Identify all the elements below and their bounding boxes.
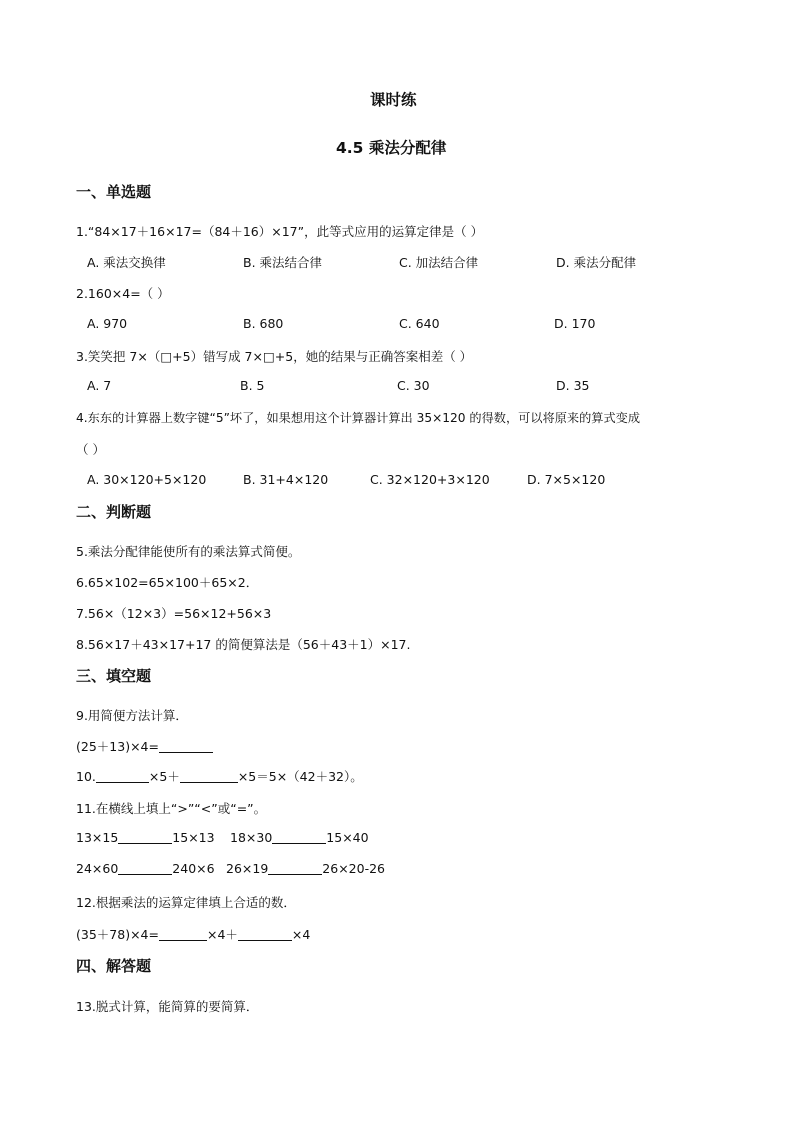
question-1-option-c: C. 加法结合律 <box>399 255 479 270</box>
section-heading-fill-blank: 三、填空题 <box>76 667 152 685</box>
answer-blank[interactable] <box>96 769 149 783</box>
answer-blank[interactable] <box>118 861 172 875</box>
question-4-option-d: D. 7×5×120 <box>527 472 606 487</box>
answer-blank[interactable] <box>118 830 172 844</box>
question-12-expr-text: (35＋78)×4= <box>76 927 159 942</box>
question-11-row1-b <box>230 830 369 845</box>
question-11-row1 <box>76 830 215 845</box>
question-3-option-a: A. 7 <box>87 378 112 393</box>
compare-right: 15×13 <box>172 830 215 845</box>
compare-left: 13×15 <box>76 830 119 845</box>
question-12-mid: ×4＋ <box>206 927 238 942</box>
section-heading-single-choice: 一、单选题 <box>76 183 152 201</box>
question-13-text: 13.脱式计算，能简算的要简算． <box>76 999 259 1014</box>
question-10-line <box>76 767 363 785</box>
question-12-end: ×4 <box>291 927 311 942</box>
question-7-text: 7.56×（12×3）=56×12+56×3 <box>76 606 272 621</box>
question-4-text-line2: （ ） <box>76 442 105 457</box>
section-heading-true-false: 二、判断题 <box>76 503 152 521</box>
question-12-expression <box>76 925 310 943</box>
question-10-prefix: 10. <box>76 769 96 784</box>
question-10-mid1: ×5＋ <box>148 769 180 784</box>
question-2-option-a: A. 970 <box>87 316 128 331</box>
question-3-text: 3.笑笑把 7×（□+5）错写成 7×□+5，她的结果与正确答案相差（ ） <box>76 349 473 364</box>
question-2-option-c: C. 640 <box>399 316 440 331</box>
compare-left: 18×30 <box>230 830 273 845</box>
section-heading-solve: 四、解答题 <box>76 957 152 975</box>
answer-blank[interactable] <box>159 739 213 753</box>
question-4-text-line1: 4.东东的计算器上数字键“5”坏了，如果想用这个计算器计算出 35×120 的得数，可以将原来的算式变成 <box>76 411 641 425</box>
answer-blank[interactable] <box>159 927 207 941</box>
question-3-option-b: B. 5 <box>240 378 265 393</box>
question-1-option-d: D. 乘法分配律 <box>556 255 637 270</box>
answer-blank[interactable] <box>272 830 326 844</box>
question-1-option-b: B. 乘法结合律 <box>243 255 323 270</box>
answer-blank[interactable] <box>238 927 292 941</box>
answer-blank[interactable] <box>268 861 322 875</box>
question-11-row2 <box>76 861 215 876</box>
question-11-row2-b <box>226 861 385 876</box>
question-10-mid2: ×5＝5×（42＋32）。 <box>237 769 363 784</box>
question-4-option-a: A. 30×120+5×120 <box>87 472 207 487</box>
question-5-text: 5.乘法分配律能使所有的乘法算式简便。 <box>76 544 301 559</box>
question-4-option-b: B. 31+4×120 <box>243 472 329 487</box>
question-2-option-d: D. 170 <box>554 316 596 331</box>
question-1-text: 1.“84×17＋16×17=（84＋16）×17”，此等式应用的运算定律是（ ） <box>76 224 484 239</box>
question-2-text: 2.160×4=（ ） <box>76 286 170 301</box>
question-3-option-c: C. 30 <box>397 378 430 393</box>
compare-right: 15×40 <box>326 830 369 845</box>
compare-right: 26×20-26 <box>322 861 385 876</box>
compare-right: 240×6 <box>172 861 215 876</box>
question-11-text: 11.在横线上填上“>”“<”或“=”。 <box>76 801 267 816</box>
question-1-option-a: A. 乘法交换律 <box>87 255 166 270</box>
question-9-expr-text: (25＋13)×4= <box>76 739 159 754</box>
compare-left: 24×60 <box>76 861 119 876</box>
question-2-option-b: B. 680 <box>243 316 284 331</box>
question-6-text: 6.65×102=65×100＋65×2． <box>76 575 259 590</box>
answer-blank[interactable] <box>180 769 238 783</box>
page-title: 课时练 <box>370 91 417 109</box>
question-9-text: 9.用简便方法计算． <box>76 708 188 723</box>
question-12-text: 12.根据乘法的运算定律填上合适的数． <box>76 895 296 910</box>
question-8-text: 8.56×17＋43×17+17 的简便算法是（56＋43＋1）×17. <box>76 637 411 652</box>
question-4-option-c: C. 32×120+3×120 <box>370 472 490 487</box>
question-3-option-d: D. 35 <box>556 378 590 393</box>
page-subtitle: 4.5 乘法分配律 <box>336 139 447 157</box>
question-9-expression <box>76 737 213 755</box>
compare-left: 26×19 <box>226 861 269 876</box>
